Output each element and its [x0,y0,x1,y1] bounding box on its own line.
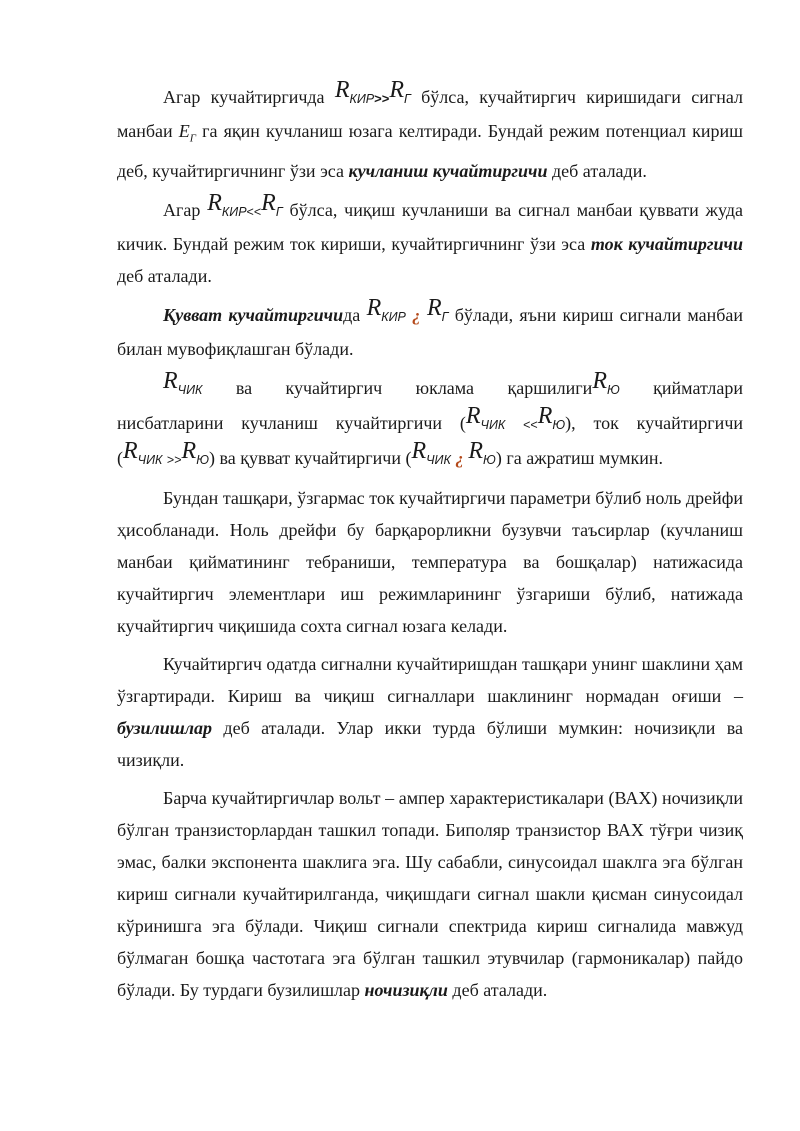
text: деб аталади. [447,979,548,1000]
line-ratios-first [117,367,743,406]
paragraph-current-amplifier [117,189,744,292]
text: Кучайтиргич одатда сигнални кучайтиришдан ташқари унинг шаклини ҳам ўзгартиради. Кириш ва чиқиш сигналлари шаклининг нормадан оғиши – [117,653,743,706]
formula-rkir-ll-rg: RКИР<<RГ [207,189,283,219]
text: Агар [163,199,208,220]
text: ) га ажратиш мумкин. [495,447,664,468]
term-distortions: бузилишлар [117,717,213,738]
word: қийматлари [653,377,743,398]
text: деб аталади. Улар икки турда бўлиши мумкин: ночизиқли ва чизиқли. [117,717,743,770]
word: юклама [415,377,475,398]
paragraph-ratios [117,367,744,476]
term-voltage-amplifier: кучланиш кучайтиргичи [348,160,548,181]
text: да [343,304,367,325]
word-with-ryu: қаршилигиRЮ [507,367,620,398]
word: ва [235,377,253,398]
symbol-rchik: RЧИК [163,367,203,397]
text: бўлса, кучайтиргич киришидаги сигнал манбаи [117,87,743,141]
paragraph-power-amplifier [117,294,744,365]
word: кучайтиргич [285,377,383,398]
text: бўлса, чиқиш кучланиши ва сигнал манбаи қуввати жуда кичик. Бундай режим ток кириши, кучайтиргичнинг ўзи эса [117,199,744,254]
text: ) ва қувват кучайтиргичи ( [208,447,412,468]
formula-rkir-eq-rg: RКИР ¿ RГ [366,294,449,325]
term-nonlinear: ночизиқли [364,979,448,1000]
text: Барча кучайтиргичлар вольт – ампер характеристикалари (ВАХ) ночизиқли бўлган транзисторлардан ташкил топади. Биполяр транзистор ВАХ тўғри чизиқ эмас, балки экспонента шаклига эга. Шу сабабли, синусоидал шаклга эга бўлган кириш сигнали кучайтирилганда, чиқишдаги сигнал шакли қисман синусоидал кўринишга эга бўлади. Чиқиш сигнали спектрида кириш сигналида мавжуд бўлмаган бошқа частотага эга бўлган ташкил этувчилар (гармоникалар) пайдо бўлади. Бу турдаги бузилишлар [117,787,743,1000]
formula-rchik-eq-ryu: RЧИК ¿ RЮ [411,437,496,468]
paragraph-nonlinear [117,782,743,1006]
term-current-amplifier: ток кучайтиргичи [590,233,743,254]
formula-rchik-gg-ryu: RЧИК >>RЮ [123,437,209,467]
text: деб аталади. [117,265,212,286]
text: бўлади, яъни кириш сигнали манбаи билан мувофиқлашган бўлади. [117,304,744,359]
text: деб аталади. [547,160,647,181]
paragraph-voltage-amplifier [117,77,744,187]
line-ratios-rest [117,402,744,476]
paragraph-zero-drift: Бундан ташқари, ўзгармас ток кучайтиргичи параметри бўлиб ноль дрейфи ҳисобланади. Ноль дрейфи бу барқарорликни бузувчи таъсирлар (кучланиш манбаи қийматининг тебраниши, температура ва бошқалар) натижасида кучайтиргич элементлари иш режимларининг ўзгариши бўлиб, натижада кучайтиргич чиқишида сохта сигнал юзага келади. [117,487,743,636]
text: Агар кучайтиргичда [163,87,335,107]
formula-rkir-gg-rg: RКИР>>RГ [334,77,411,106]
formula-rchik-ll-ryu: RЧИК <<RЮ [465,402,566,432]
paragraph-distortions [117,648,743,776]
text: нисбатларини кучланиш кучайтиргичи ( [117,412,466,433]
symbol-e: $E_Г$ [178,121,197,145]
text: га яқин кучланиш юзага келтиради. Бундай режим потенциал кириш деб, кучайтиргичнинг ўзи эса [117,121,744,181]
term-power-amplifier: Қувват кучайтиргичи [163,304,344,325]
text: ), ток кучайтиргичи ( [117,412,744,468]
